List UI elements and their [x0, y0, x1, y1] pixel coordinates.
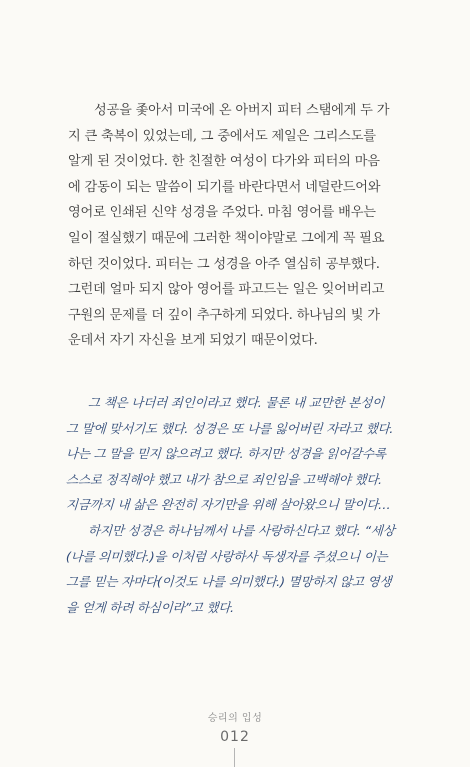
running-title: 승리의 입성 [207, 713, 263, 724]
body-line: 성공을 좇아서 미국에 온 아버지 피터 스탬에게 두 가 [94, 103, 390, 118]
handwritten-line: 나는 그 말을 믿지 않으려고 했다. 하지만 성경을 읽어갈수록 [65, 446, 387, 462]
body-paragraph [68, 98, 410, 354]
body-line: 그런데 얼마 되지 않아 영어를 파고드는 일은 잊어버리고 [68, 282, 385, 298]
handwritten-line: 그를 믿는 자마다(이것도 나를 의미했다.) 멸망하지 않고 영생 [65, 574, 392, 590]
body-line: 일이 절실했기 때문에 그러한 책이야말로 그에게 꼭 필요 [68, 230, 385, 246]
handwritten-line: 그 말에 맞서기도 했다. 성경은 또 나를 잃어버린 자라고 했다. [65, 420, 394, 436]
footer-divider [234, 748, 235, 767]
body-line: 지 큰 축복이 있었는데, 그 중에서도 제일은 그리스도를 [68, 128, 376, 144]
body-line: 구원의 문제를 더 깊이 추구하게 되었다. 하나님의 빛 가 [68, 307, 380, 323]
page-number: 012 [220, 729, 250, 745]
handwritten-line: 을 얻게 하려 하심이라”고 했다. [65, 599, 235, 615]
body-line: 알게 된 것이었다. 한 친절한 여성이 다가와 피터의 마음 [68, 154, 380, 170]
body-line: 에 감동이 되는 말씀이 되기를 바란다면서 네덜란드어와 [68, 179, 381, 195]
handwritten-line: (나를 의미했다.)을 이처럼 사랑하사 독생자를 주셨으니 이는 [65, 548, 388, 564]
body-line: 운데서 자기 자신을 보게 되었기 때문이었다. [68, 333, 318, 349]
handwritten-line: 하지만 성경은 하나님께서 나를 사랑하신다고 했다. “세상 [87, 522, 396, 538]
handwritten-line: 스스로 정직해야 했고 내가 참으로 죄인임을 고백해야 했다. [65, 471, 383, 487]
handwritten-quote [66, 390, 412, 620]
page-footer [0, 712, 470, 746]
handwritten-line: 지금까지 내 삶은 완전히 자기만을 위해 살아왔으니 말이다… [65, 497, 392, 513]
handwritten-line: 그 책은 나더러 죄인이라고 했다. 물론 내 교만한 본성이 [87, 395, 385, 410]
body-line: 하던 것이었다. 피터는 그 성경을 아주 열심히 공부했다. [68, 256, 380, 272]
body-line: 영어로 인쇄된 신약 성경을 주었다. 마침 영어를 배우는 [68, 205, 376, 221]
